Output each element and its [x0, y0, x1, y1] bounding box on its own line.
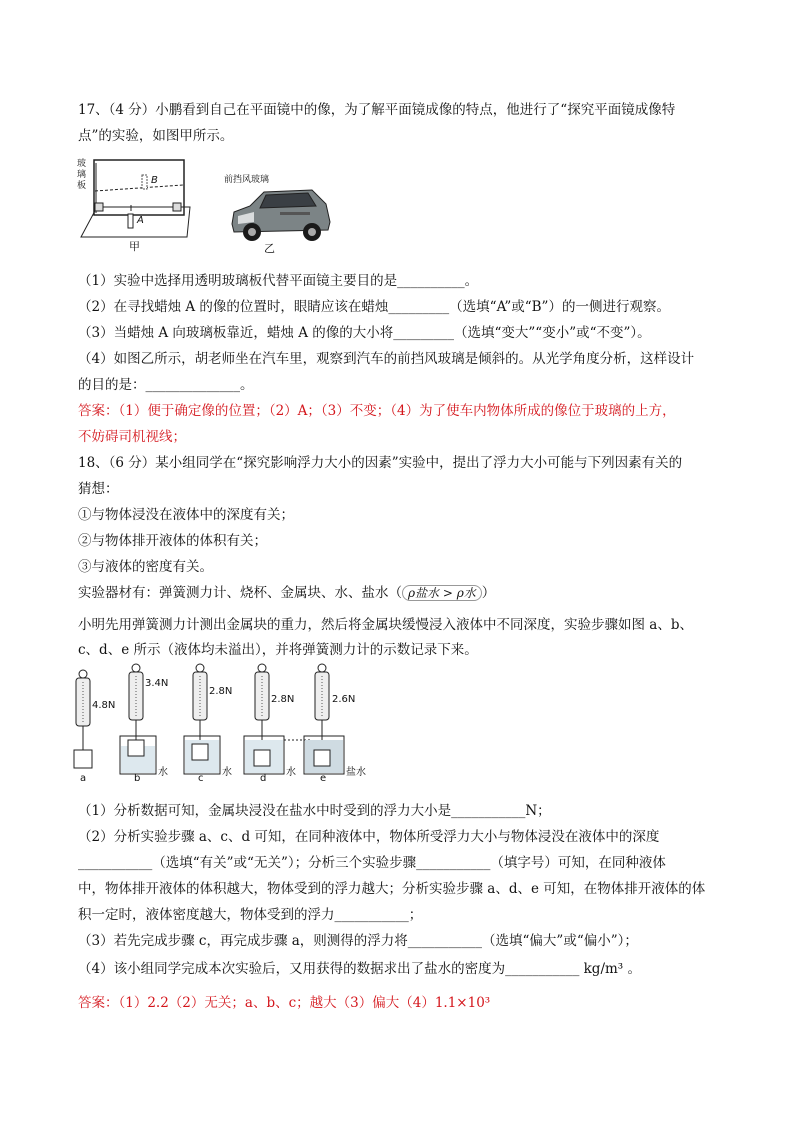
q18-sub2-line4: 积一定时，液体密度越大，物体受到的浮力___________；	[78, 907, 423, 923]
step-b: b	[134, 773, 141, 784]
q18-sub3: （3）若先完成步骤 c，再完成步骤 a，则测得的浮力将___________（选填“偏大”或“偏小”）；	[78, 933, 638, 949]
q18-guess-2: ②与物体排开液体的体积有关；	[78, 533, 267, 549]
q18-materials	[78, 584, 495, 602]
scale-e-icon	[304, 664, 344, 774]
q18-sub4: （4）该小组同学完成本次实验后，又用获得的数据求出了盐水的密度为___________ kg/m³ 。	[78, 961, 642, 977]
liquid-e: 盐水	[346, 767, 366, 778]
glass-plate-label: 玻璃板	[77, 159, 87, 191]
q17-sub1: （1）实验中选择用透明玻璃板代替平面镜主要目的是__________。	[78, 273, 479, 289]
step-a: a	[80, 773, 87, 784]
step-e: e	[320, 773, 327, 784]
q17-answer-line1: 答案：（1）便于确定像的位置；（2）A；（3）不变；（4）为了使车内物体所成的像位于玻璃的上方，	[78, 403, 676, 419]
q17-answer-line2: 不妨碍司机视线；	[78, 429, 186, 445]
figure-yi-caption: 乙	[264, 242, 275, 255]
q18-desc-line2: c、d、e 所示（液体均未溢出），并将弹簧测力计的示数记录下来。	[78, 642, 478, 658]
figure-jia-glass-plate	[75, 157, 195, 252]
reading-d: 2.8N	[271, 694, 295, 705]
step-c: c	[198, 773, 204, 784]
q18-desc-line1: 小明先用弹簧测力计测出金属块的重力，然后将金属块缓慢浸入液体中不同深度，实验步骤如图 a、b、	[78, 617, 693, 633]
q18-guess-1: ①与物体浸没在液体中的深度有关；	[78, 507, 294, 523]
figure-jia-caption: 甲	[129, 240, 140, 253]
scale-a-icon	[74, 670, 92, 768]
materials-end: ）	[481, 585, 496, 601]
candle-a-label: A	[137, 215, 144, 226]
candle-b-label: B	[151, 175, 158, 186]
q18-answer: 答案：（1）2.2（2）无关；a、b、c；越大（3）偏大（4）1.1×10³	[78, 995, 491, 1011]
q17-sub4-line1: （4）如图乙所示，胡老师坐在汽车里，观察到汽车的前挡风玻璃是倾斜的。从光学角度分析，这样设计	[78, 351, 695, 367]
reading-b: 3.4N	[145, 678, 169, 689]
spring-scale-diagram	[72, 662, 392, 784]
materials-text: 实验器材有：弹簧测力计、烧杯、金属块、水、盐水（	[78, 585, 402, 601]
figure-yi-car	[220, 172, 340, 254]
scale-d-icon	[244, 664, 312, 774]
q17-sub4-line2: 的目的是：______________。	[78, 377, 254, 393]
q17-stem-line1: 17、（4 分）小鹏看到自己在平面镜中的像，为了解平面镜成像的特点，他进行了“探究平面镜成像特	[78, 102, 676, 118]
q18-stem-line1: 18、（6 分）某小组同学在“探究影响浮力大小的因素”实验中，提出了浮力大小可能与下列因素有关的	[78, 455, 683, 471]
liquid-b: 水	[158, 767, 168, 778]
q18-sub2-line2: ___________（选填“有关”或“无关”）；分析三个实验步骤___________（填字号）可知，在同种液体	[78, 855, 666, 871]
density-formula: ρ盐水 > ρ水	[402, 585, 482, 601]
reading-c: 2.8N	[209, 686, 233, 697]
scale-c-icon	[184, 664, 220, 774]
car-icon	[220, 182, 340, 247]
q18-sub2-line3: 中，物体排开液体的体积越大，物体受到的浮力越大；分析实验步骤 a、d、e 可知，在物体排开液体的体	[78, 881, 706, 897]
step-d: d	[260, 773, 267, 784]
windshield-label: 前挡风玻璃	[224, 175, 270, 185]
liquid-d: 水	[286, 767, 296, 778]
reading-e: 2.6N	[332, 694, 356, 705]
q18-guess-3: ③与液体的密度有关。	[78, 559, 213, 575]
liquid-c: 水	[222, 767, 232, 778]
q18-sub1: （1）分析数据可知，金属块浸没在盐水中时受到的浮力大小是___________N；	[78, 803, 551, 819]
q18-stem-line2: 猜想：	[78, 481, 119, 497]
q18-sub2-line1: （2）分析实验步骤 a、c、d 可知，在同种液体中，物体所受浮力大小与物体浸没在液体中的深度	[78, 829, 660, 845]
q17-sub2: （2）在寻找蜡烛 A 的像的位置时，眼睛应该在蜡烛_________（选填“A”或“B”）的一侧进行观察。	[78, 299, 670, 315]
figure-spring-scales	[72, 662, 392, 784]
q17-sub3: （3）当蜡烛 A 向玻璃板靠近，蜡烛 A 的像的大小将_________（选填“变大”“变小”或“不变”）。	[78, 325, 651, 341]
reading-a: 4.8N	[92, 700, 116, 711]
q17-stem-line2: 点”的实验，如图甲所示。	[78, 128, 234, 144]
